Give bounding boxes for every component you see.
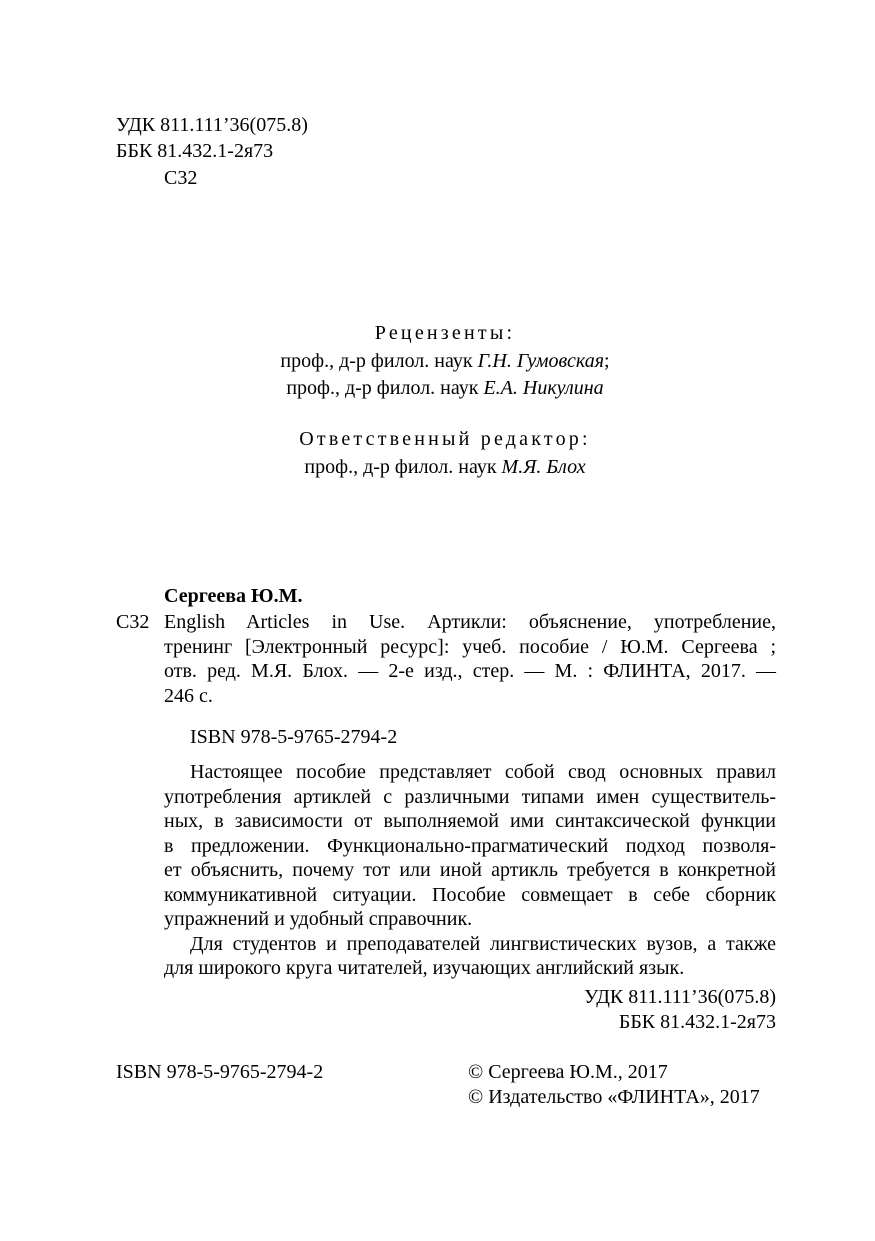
reviewer-line xyxy=(145,349,745,374)
annotation-line: Для студентов и преподавателей лингвистических вузов, а также xyxy=(190,932,776,955)
copyright-author: © Сергеева Ю.М., 2017 xyxy=(468,1061,668,1083)
bibliographic-line: 246 с. xyxy=(164,684,213,707)
bibliographic-line: отв. ред. М.Я. Блох. — 2-е изд., стер. — М. : ФЛИНТА, 2017. — xyxy=(164,660,776,682)
reviewer-title: проф., д-р филол. наук xyxy=(280,350,478,372)
reviewers-heading: Рецензенты: xyxy=(374,322,516,344)
bibliographic-line: тренинг [Электронный ресурс]: учеб. пособие / Ю.М. Сергеева ; xyxy=(164,635,776,658)
reviewer-title: проф., д-р филол. наук xyxy=(286,377,484,399)
bbk-code: ББК 81.432.1-2я73 xyxy=(116,140,274,162)
annotation-line: Настоящее пособие представляет собой свод основных правил xyxy=(190,761,776,783)
annotation xyxy=(164,760,776,981)
annotation-line: в предложении. Функционально-прагматический подход позволя- xyxy=(164,834,776,857)
reviewer-name: Е.А. Никулина xyxy=(483,377,604,399)
reviewer-suffix: ; xyxy=(604,350,610,372)
isbn: ISBN 978-5-9765-2794-2 xyxy=(190,726,398,748)
copyright-publisher: © Издательство «ФЛИНТА», 2017 xyxy=(468,1086,760,1108)
reviewer-line xyxy=(145,376,745,401)
annotation-line: для широкого круга читателей, изучающих английский язык. xyxy=(164,957,685,979)
author-mark: С32 xyxy=(164,167,198,189)
annotation-line: коммуникативной ситуации. Пособие совмещает в себе сборник xyxy=(164,883,776,906)
editor-title: проф., д-р филол. наук xyxy=(304,456,502,478)
editor-line xyxy=(145,455,745,480)
annotation-line: упражнений и удобный справочник. xyxy=(164,908,473,930)
annotation-line: употребления артиклей с различными типами имен существитель- xyxy=(164,785,776,808)
author-heading: Сергеева Ю.М. xyxy=(164,585,303,607)
editor-heading: Ответственный редактор: xyxy=(299,428,591,450)
bibliographic-description xyxy=(164,610,776,708)
editor-name: М.Я. Блох xyxy=(501,456,586,478)
annotation-line: ных, в зависимости от выполняемой ими синтаксической функции xyxy=(164,810,776,832)
udk-code: УДК 811.111’36(075.8) xyxy=(116,114,308,136)
bibliographic-line: English Articles in Use. Артикли: объяснение, употребление, xyxy=(164,611,776,633)
bbk-code-right: ББК 81.432.1-2я73 xyxy=(618,1011,776,1033)
isbn-bottom: ISBN 978-5-9765-2794-2 xyxy=(116,1061,324,1083)
reviewer-name: Г.Н. Гумовская xyxy=(477,350,604,372)
udk-code-right: УДК 811.111’36(075.8) xyxy=(584,986,776,1008)
author-mark: С32 xyxy=(116,611,150,633)
annotation-line: ет объяснить, почему тот или иной артикль требуется в конкретной xyxy=(164,859,776,881)
